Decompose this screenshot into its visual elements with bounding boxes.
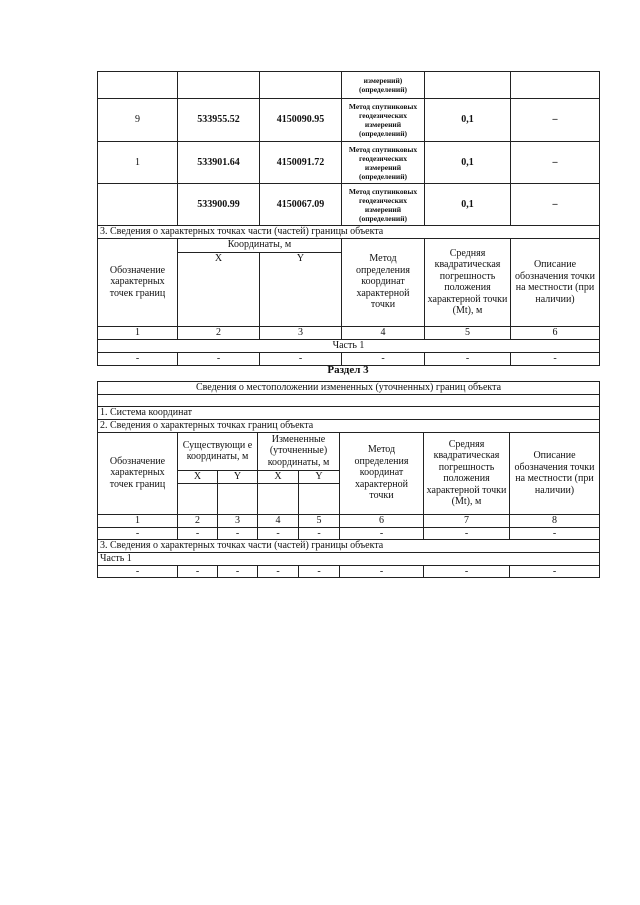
- header-x: X: [258, 470, 299, 483]
- table-row: [98, 540, 600, 553]
- section-title: Раздел 3: [327, 364, 369, 376]
- empty-cell: -: [260, 352, 342, 365]
- empty-cell: -: [510, 565, 600, 578]
- table-row: [98, 407, 600, 420]
- empty-cell: -: [510, 527, 600, 540]
- description-cell: –: [511, 184, 600, 226]
- header-y: Y: [218, 470, 258, 483]
- method-cell: измерений) (определений): [342, 72, 425, 99]
- empty-cell: -: [258, 527, 299, 540]
- table-row: [98, 420, 600, 433]
- column-number: 7: [424, 514, 510, 527]
- empty-cell: -: [342, 352, 425, 365]
- point-name-cell: [98, 184, 178, 226]
- empty-cell: -: [424, 565, 510, 578]
- table-row: [98, 382, 600, 395]
- empty-cell: -: [178, 565, 218, 578]
- column-number: 2: [178, 514, 218, 527]
- header-x: X: [178, 470, 218, 483]
- point-name-cell: 9: [98, 99, 178, 142]
- empty-cell: -: [424, 527, 510, 540]
- x-coordinate-cell: 533901.64: [178, 142, 260, 184]
- column-number-row: [98, 326, 600, 339]
- table-row: [98, 527, 600, 540]
- y-coordinate-cell: [260, 72, 342, 99]
- x-coordinate-cell: 533955.52: [178, 99, 260, 142]
- empty-cell: [258, 483, 299, 514]
- section-subtitle: Сведения о местоположении измененных (уточненных) границ объекта: [98, 382, 600, 395]
- column-number: 5: [299, 514, 340, 527]
- empty-cell: -: [425, 352, 511, 365]
- empty-cell: -: [340, 527, 424, 540]
- header-existing-coordinates: Существующи е координаты, м: [178, 432, 258, 470]
- column-number: 6: [340, 514, 424, 527]
- empty-cell: -: [299, 565, 340, 578]
- point-name-cell: [98, 72, 178, 99]
- table-row: [98, 339, 600, 352]
- header-y: Y: [299, 470, 340, 483]
- x-coordinate-cell: [178, 72, 260, 99]
- method-cell: Метод спутниковых геодезических измерений (определений): [342, 142, 425, 184]
- empty-cell: -: [299, 527, 340, 540]
- table-row: [98, 395, 600, 407]
- empty-cell: -: [340, 565, 424, 578]
- table-row: [98, 184, 600, 226]
- boundary-points-table: [97, 71, 600, 366]
- empty-cell: -: [98, 565, 178, 578]
- empty-cell: -: [178, 352, 260, 365]
- spacer-row: [98, 395, 600, 407]
- method-cell: Метод спутниковых геодезических измерений (определений): [342, 184, 425, 226]
- table-row: [98, 553, 600, 566]
- empty-cell: -: [178, 527, 218, 540]
- changed-boundaries-table: [97, 381, 600, 578]
- header-mt: Средняя квадратическая погрешность положения характерной точки (Mt), м: [424, 432, 510, 514]
- column-number: 5: [425, 326, 511, 339]
- empty-cell: [218, 483, 258, 514]
- table-row: [98, 226, 600, 239]
- y-coordinate-cell: 4150090.95: [260, 99, 342, 142]
- x-coordinate-cell: 533900.99: [178, 184, 260, 226]
- empty-cell: -: [98, 352, 178, 365]
- method-cell: Метод спутниковых геодезических измерений (определений): [342, 99, 425, 142]
- column-number-row: [98, 514, 600, 527]
- header-point-name: Обозначение характерных точек границ: [98, 238, 178, 326]
- header-method: Метод определения координат характерной точки: [340, 432, 424, 514]
- table-row: [98, 565, 600, 578]
- column-number: 2: [178, 326, 260, 339]
- mt-cell: 0,1: [425, 99, 511, 142]
- mt-cell: 0,1: [425, 142, 511, 184]
- boundary-points-title: 2. Сведения о характерных точках границ объекта: [98, 420, 600, 433]
- empty-cell: -: [511, 352, 600, 365]
- part-section-title: 3. Сведения о характерных точках части (частей) границы объекта: [98, 540, 600, 553]
- y-coordinate-cell: 4150091.72: [260, 142, 342, 184]
- column-number: 4: [258, 514, 299, 527]
- description-cell: [511, 72, 600, 99]
- column-number: 3: [218, 514, 258, 527]
- description-cell: –: [511, 99, 600, 142]
- header-point-name: Обозначение характерных точек границ: [98, 432, 178, 514]
- mt-cell: [425, 72, 511, 99]
- part-label: Часть 1: [98, 553, 600, 566]
- mt-cell: 0,1: [425, 184, 511, 226]
- empty-cell: -: [218, 527, 258, 540]
- column-number: 1: [98, 326, 178, 339]
- column-number: 1: [98, 514, 178, 527]
- column-number: 6: [511, 326, 600, 339]
- part-label: Часть 1: [98, 339, 600, 352]
- empty-cell: [299, 483, 340, 514]
- empty-cell: -: [258, 565, 299, 578]
- table-row: [98, 99, 600, 142]
- column-number: 8: [510, 514, 600, 527]
- empty-cell: -: [98, 527, 178, 540]
- table-row: [98, 72, 600, 99]
- column-number: 3: [260, 326, 342, 339]
- header-coordinates: Координаты, м: [178, 238, 342, 252]
- y-coordinate-cell: 4150067.09: [260, 184, 342, 226]
- point-name-cell: 1: [98, 142, 178, 184]
- header-changed-coordinates: Измененные (уточненные) координаты, м: [258, 432, 340, 470]
- description-cell: –: [511, 142, 600, 184]
- header-row: [98, 432, 600, 470]
- header-description: Описание обозначения точки на местности (при наличии): [511, 238, 600, 326]
- header-mt: Средняя квадратическая погрешность положения характерной точки (Mt), м: [425, 238, 511, 326]
- header-description: Описание обозначения точки на местности (при наличии): [510, 432, 600, 514]
- empty-cell: [178, 483, 218, 514]
- empty-cell: -: [218, 565, 258, 578]
- coordinate-system-title: 1. Система координат: [98, 407, 600, 420]
- table-row: [98, 142, 600, 184]
- header-row: [98, 238, 600, 252]
- part-section-title: 3. Сведения о характерных точках части (частей) границы объекта: [98, 226, 600, 239]
- header-x: X: [178, 252, 260, 326]
- column-number: 4: [342, 326, 425, 339]
- header-y: Y: [260, 252, 342, 326]
- header-method: Метод определения координат характерной точки: [342, 238, 425, 326]
